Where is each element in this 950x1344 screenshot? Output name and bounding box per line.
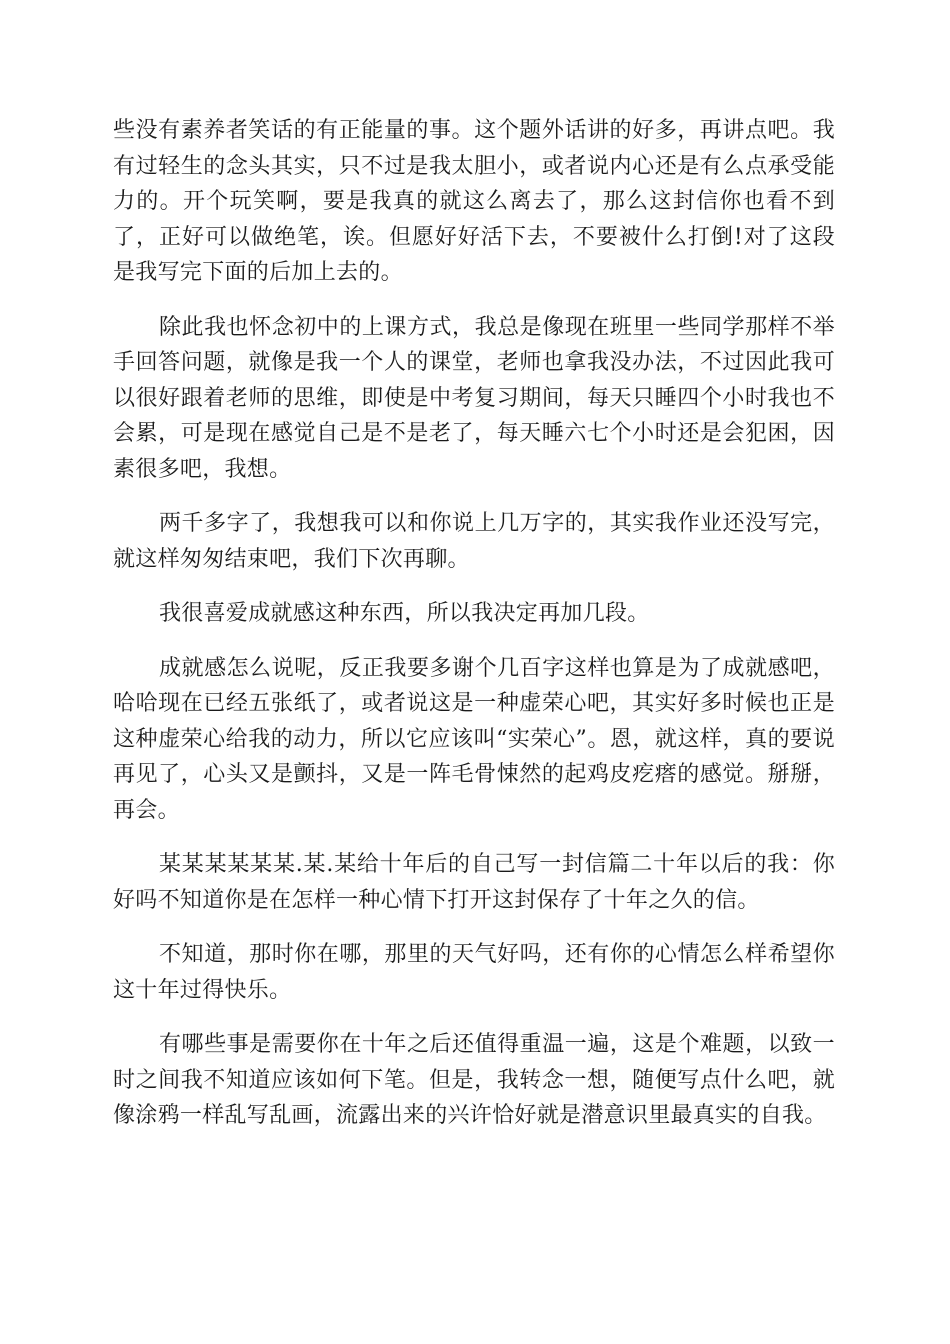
paragraph-7: 不知道，那时你在哪，那里的天气好吗，还有你的心情怎么样希望你这十年过得快乐。: [113, 942, 835, 1003]
paragraph-3: 两千多字了，我想我可以和你说上几万字的，其实我作业还没写完，就这样匆匆结束吧，我们下次再聊。: [113, 511, 835, 572]
document-page: [113, 113, 835, 1153]
paragraph-4: 我很喜爱成就感这种东西，所以我决定再加几段。: [159, 601, 650, 626]
paragraph-6: 某某某某某某.某.某给十年后的自己写一封信篇二十年以后的我：你好吗不知道你是在怎样一种心情下打开这封保存了十年之久的信。: [113, 852, 835, 913]
paragraph-1: 些没有素养者笑话的有正能量的事。这个题外话讲的好多，再讲点吧。我有过轻生的念头其实，只不过是我太胆小，或者说内心还是有么点承受能力的。开个玩笑啊，要是我真的就这么离去了，那么这封信你也看不到了，正好可以做绝笔，诶。但愿好好活下去，不要被什么打倒!对了这段是我写完下面的后加上去的。: [113, 118, 835, 285]
paragraph-5: 成就感怎么说呢，反正我要多谢个几百字这样也算是为了成就感吧，哈哈现在已经五张纸了，或者说这是一种虚荣心吧，其实好多时候也正是这种虚荣心给我的动力，所以它应该叫“实荣心”。恩，就这样，真的要说再见了，心头又是颤抖，又是一阵毛骨悚然的起鸡皮疙瘩的感觉。掰掰，再会。: [113, 655, 835, 823]
paragraph-8: 有哪些事是需要你在十年之后还值得重温一遍，这是个难题，以致一时之间我不知道应该如何下笔。但是，我转念一想，随便写点什么吧，就像涂鸦一样乱写乱画，流露出来的兴许恰好就是潜意识里最真实的自我。: [113, 1032, 835, 1128]
paragraph-2: 除此我也怀念初中的上课方式，我总是像现在班里一些同学那样不举手回答问题，就像是我一个人的课堂，老师也拿我没办法，不过因此我可以很好跟着老师的思维，即使是中考复习期间，每天只睡四个小时我也不会累，可是现在感觉自己是不是老了，每天睡六七个小时还是会犯困，因素很多吧，我想。: [113, 314, 835, 482]
